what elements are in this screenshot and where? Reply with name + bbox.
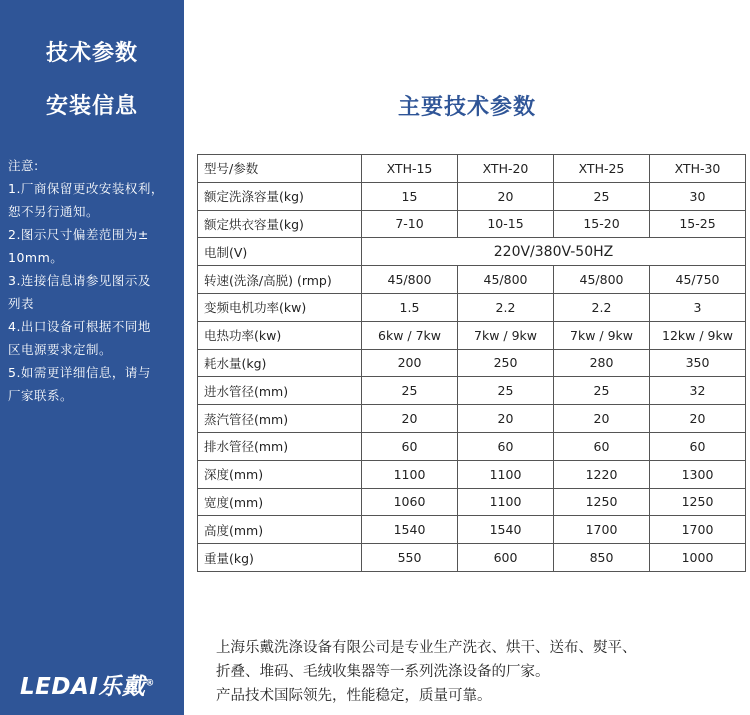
table-cell: 15-20 — [554, 210, 650, 238]
registered-mark: ® — [145, 678, 155, 689]
logo-box — [0, 622, 184, 715]
table-cell-label: 深度(mm) — [198, 460, 362, 488]
table-row — [198, 544, 746, 572]
table-row — [198, 432, 746, 460]
footer — [0, 622, 750, 715]
table-cell: 32 — [650, 377, 746, 405]
table-cell: 7-10 — [362, 210, 458, 238]
notes-list — [8, 154, 180, 407]
table-row — [198, 460, 746, 488]
table-row — [198, 516, 746, 544]
table-cell: 1100 — [458, 488, 554, 516]
table-header-cell: XTH-15 — [362, 155, 458, 183]
table-cell: 7kw / 9kw — [554, 321, 650, 349]
table-cell: 25 — [554, 182, 650, 210]
table-cell: 30 — [650, 182, 746, 210]
table-cell: 1000 — [650, 544, 746, 572]
table-cell: 280 — [554, 349, 650, 377]
note-item: 4.出口设备可根据不同地 区电源要求定制。 — [8, 319, 151, 357]
table-cell: 550 — [362, 544, 458, 572]
table-cell-label: 电制(V) — [198, 238, 362, 266]
table-row — [198, 488, 746, 516]
note-item: 1.厂商保留更改安装权利， 恕不另行通知。 — [8, 181, 164, 219]
table-cell-merged: 220V/380V-50HZ — [362, 238, 746, 266]
notes-title: 注意: — [8, 158, 39, 173]
table-cell: 1060 — [362, 488, 458, 516]
table-cell: 60 — [458, 432, 554, 460]
table-header-cell: 型号/参数 — [198, 155, 362, 183]
table-cell: 3 — [650, 293, 746, 321]
table-row — [198, 405, 746, 433]
table-row — [198, 293, 746, 321]
table-cell-label: 额定洗涤容量(kg) — [198, 182, 362, 210]
spec-table — [197, 154, 746, 572]
note-item: 5.如需更详细信息，请与 厂家联系。 — [8, 365, 151, 403]
table-cell: 1100 — [458, 460, 554, 488]
table-row — [198, 377, 746, 405]
table-cell: 2.2 — [554, 293, 650, 321]
table-cell: 1.5 — [362, 293, 458, 321]
table-cell: 15 — [362, 182, 458, 210]
sidebar-heading-tech-params: 技术参数 — [45, 41, 138, 66]
table-row — [198, 238, 746, 266]
table-cell-label: 宽度(mm) — [198, 488, 362, 516]
table-cell: 20 — [458, 405, 554, 433]
table-row — [198, 321, 746, 349]
table-cell: 200 — [362, 349, 458, 377]
table-cell-label: 进水管径(mm) — [198, 377, 362, 405]
company-line: 上海乐戴洗涤设备有限公司是专业生产洗衣、烘干、送布、熨平、 — [216, 640, 637, 656]
table-cell: 15-25 — [650, 210, 746, 238]
table-cell: 45/750 — [650, 266, 746, 294]
table-cell: 45/800 — [554, 266, 650, 294]
table-cell: 1250 — [554, 488, 650, 516]
table-cell: 20 — [458, 182, 554, 210]
logo-text: LEDAI乐戴 — [20, 674, 146, 700]
company-logo — [20, 668, 155, 701]
table-header-cell: XTH-30 — [650, 155, 746, 183]
sidebar-heading-install-info: 安装信息 — [45, 94, 138, 119]
table-cell: 45/800 — [458, 266, 554, 294]
table-cell: 600 — [458, 544, 554, 572]
page-title: 主要技术参数 — [397, 95, 536, 120]
table-cell-label: 蒸汽管径(mm) — [198, 405, 362, 433]
table-cell: 60 — [554, 432, 650, 460]
table-cell: 60 — [362, 432, 458, 460]
table-cell-label: 电热功率(kw) — [198, 321, 362, 349]
table-cell: 1700 — [650, 516, 746, 544]
table-cell: 20 — [554, 405, 650, 433]
table-cell: 45/800 — [362, 266, 458, 294]
table-cell: 350 — [650, 349, 746, 377]
table-cell: 60 — [650, 432, 746, 460]
table-cell: 25 — [554, 377, 650, 405]
table-cell: 1100 — [362, 460, 458, 488]
table-cell-label: 转速(洗涤/高脱) (rmp) — [198, 266, 362, 294]
table-row — [198, 266, 746, 294]
company-description — [216, 636, 736, 708]
table-cell: 25 — [362, 377, 458, 405]
table-cell: 1540 — [362, 516, 458, 544]
table-cell: 850 — [554, 544, 650, 572]
table-cell: 250 — [458, 349, 554, 377]
company-line: 折叠、堆码、毛绒收集器等一系列洗涤设备的厂家。 — [216, 664, 550, 680]
table-cell: 1700 — [554, 516, 650, 544]
table-cell-label: 变频电机功率(kw) — [198, 293, 362, 321]
table-header-cell: XTH-25 — [554, 155, 650, 183]
table-cell: 12kw / 9kw — [650, 321, 746, 349]
table-cell: 1540 — [458, 516, 554, 544]
note-item: 2.图示尺寸偏差范围为± 10mm。 — [8, 227, 149, 265]
table-cell-label: 重量(kg) — [198, 544, 362, 572]
table-cell-label: 额定烘衣容量(kg) — [198, 210, 362, 238]
table-row — [198, 182, 746, 210]
table-cell: 1250 — [650, 488, 746, 516]
table-cell-label: 排水管径(mm) — [198, 432, 362, 460]
table-header-cell: XTH-20 — [458, 155, 554, 183]
table-cell: 10-15 — [458, 210, 554, 238]
note-item: 3.连接信息请参见图示及 列表 — [8, 273, 151, 311]
table-cell: 25 — [458, 377, 554, 405]
table-cell: 20 — [650, 405, 746, 433]
table-cell: 1300 — [650, 460, 746, 488]
table-cell-label: 高度(mm) — [198, 516, 362, 544]
table-cell: 20 — [362, 405, 458, 433]
table-cell: 6kw / 7kw — [362, 321, 458, 349]
table-cell: 7kw / 9kw — [458, 321, 554, 349]
table-cell-label: 耗水量(kg) — [198, 349, 362, 377]
table-header-row — [198, 155, 746, 183]
table-cell: 1220 — [554, 460, 650, 488]
sidebar — [0, 0, 184, 622]
company-line: 产品技术国际领先，性能稳定，质量可靠。 — [216, 688, 492, 704]
table-row — [198, 349, 746, 377]
table-row — [198, 210, 746, 238]
table-cell: 2.2 — [458, 293, 554, 321]
